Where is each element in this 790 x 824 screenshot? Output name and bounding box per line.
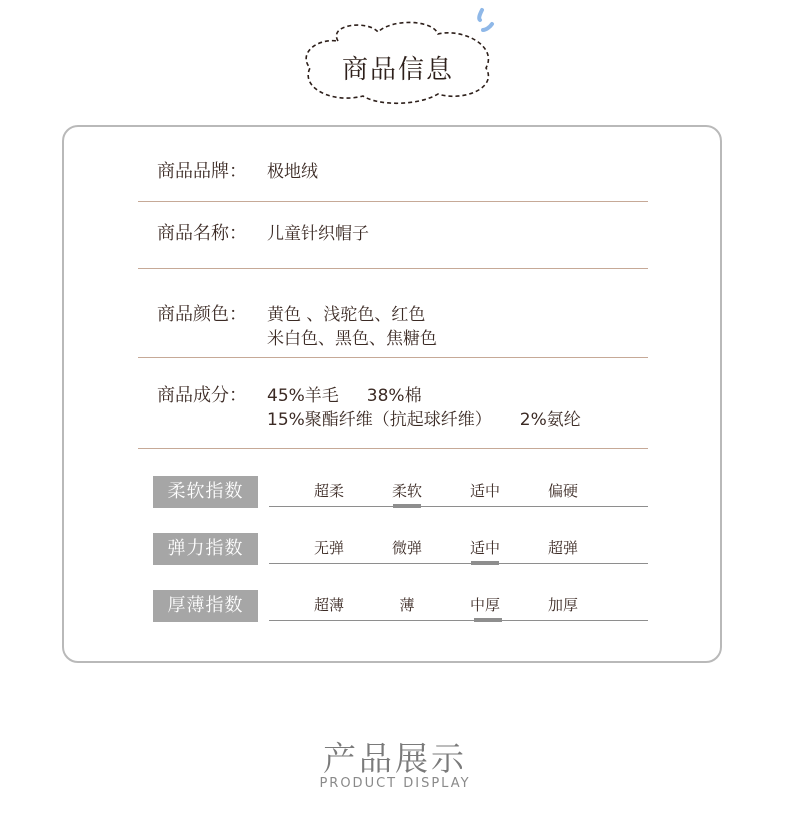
elasticity-option: 超弹 <box>547 539 578 557</box>
softness-option: 适中 <box>469 482 500 500</box>
elasticity-index-title: 弹力指数 <box>153 533 258 565</box>
name-label: 商品名称： <box>157 223 247 244</box>
divider <box>138 268 648 269</box>
thickness-index-title: 厚薄指数 <box>153 590 258 622</box>
softness-option: 偏硬 <box>547 482 578 500</box>
product-display-subtitle: PRODUCT DISPLAY <box>319 776 471 791</box>
softness-index-title: 柔软指数 <box>153 476 258 508</box>
color-value-line2: 米白色、黑色、焦糖色 <box>267 329 437 349</box>
thickness-option: 中厚 <box>469 596 500 614</box>
material-polyester: 15%聚酯纤维（抗起球纤维） <box>267 410 492 430</box>
thickness-scale-line <box>269 620 648 621</box>
name-value: 儿童针织帽子 <box>267 224 369 244</box>
elasticity-option: 无弹 <box>313 539 344 557</box>
divider <box>138 448 648 449</box>
material-spandex: 2%氨纶 <box>519 410 581 430</box>
thickness-option: 加厚 <box>547 596 578 614</box>
softness-scale-line <box>269 506 648 507</box>
color-label: 商品颜色： <box>157 304 247 325</box>
elasticity-option: 适中 <box>469 539 500 557</box>
color-value-line1: 黄色 、浅驼色、红色 <box>267 305 426 325</box>
divider <box>138 357 648 358</box>
thickness-option: 超薄 <box>313 596 344 614</box>
softness-option: 柔软 <box>391 482 422 500</box>
material-cotton: 38%棉 <box>366 386 422 406</box>
water-drop-icon <box>470 2 500 42</box>
elasticity-option: 微弹 <box>391 539 422 557</box>
material-wool: 45%羊毛 <box>267 386 339 406</box>
brand-value: 极地绒 <box>267 162 318 182</box>
softness-option: 超柔 <box>313 482 344 500</box>
thickness-option: 薄 <box>399 596 415 614</box>
material-value-line1 <box>267 384 422 408</box>
divider <box>138 201 648 202</box>
product-display-title: 产品展示 <box>323 739 467 778</box>
brand-label: 商品品牌： <box>157 161 247 182</box>
section-title-badge <box>298 6 498 106</box>
section-title: 商品信息 <box>341 55 454 85</box>
elasticity-scale-line <box>269 563 648 564</box>
material-value-line2 <box>267 408 581 432</box>
material-label: 商品成分： <box>157 385 247 406</box>
